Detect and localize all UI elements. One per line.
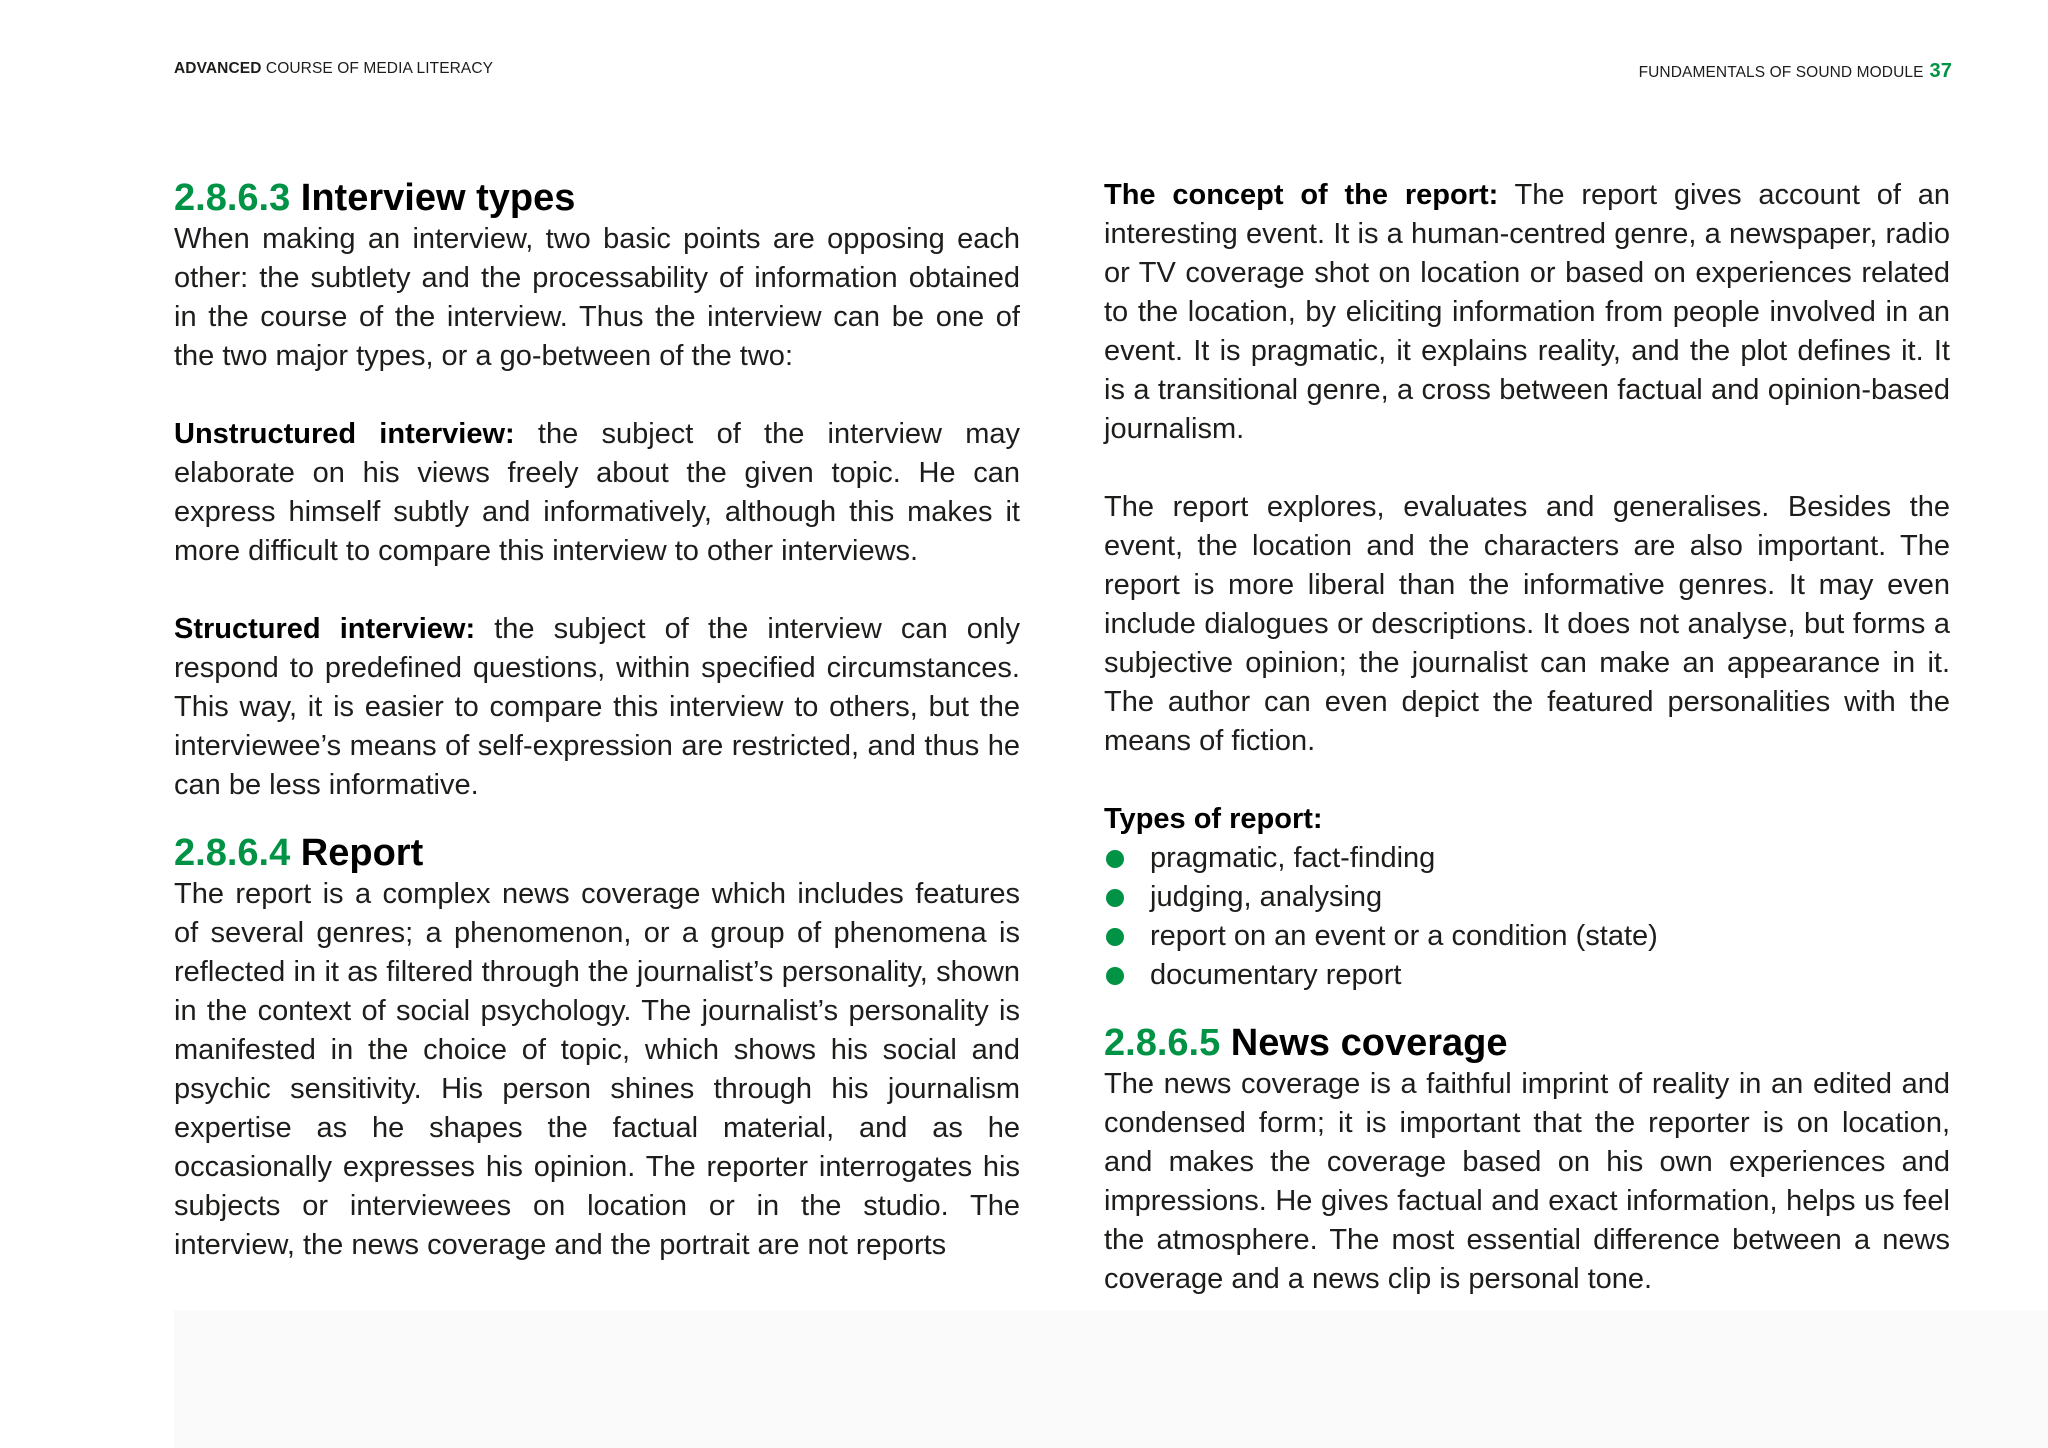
heading-report <box>174 831 1020 875</box>
header-module-title: FUNDAMENTALS OF SOUND MODULE <box>1638 64 1924 81</box>
list-item <box>1104 956 1950 995</box>
heading-news-coverage <box>1104 1021 1950 1065</box>
section-number: 2.8.6.5 <box>1104 1022 1221 1064</box>
paragraph-gap <box>174 571 1020 610</box>
bullet-dot-icon <box>1106 967 1124 985</box>
unstructured-text: the subject of the interview may elaborate on his views freely about the given topic. He can express himself subtly and informatively, although this makes it more difficult to compare this interview to other interviews. <box>174 418 1021 567</box>
bullet-dot-icon <box>1106 928 1124 946</box>
paragraph-gap <box>1104 761 1950 800</box>
section-title: Interview types <box>290 177 576 219</box>
report-concept-paragraph <box>1104 176 1950 449</box>
report-explores-paragraph: The report explores, evaluates and generalises. Besides the event, the location and the characters are also important. The report is more liberal than the informative genres. It may even include dialogues or descriptions. It does not analyse, but forms a subjective opinion; the journalist can make an appearance in it. The author can even depict the featured personalities with the means of fiction. <box>1104 491 1950 757</box>
interview-intro-paragraph: When making an interview, two basic points are opposing each other: the subtlety and the processability of information obtained in the course of the interview. Thus the interview can be one of the two major types, or a go-between of the two: <box>174 223 1020 372</box>
section-number: 2.8.6.4 <box>174 832 291 874</box>
section-title: News coverage <box>1220 1022 1508 1064</box>
report-body-paragraph: The report is a complex news coverage which includes features of several genres; a phenomenon, or a group of phenomena is reflected in it as filtered through the journalist’s personality, shown in the context of social psychology. The journalist’s personality is manifested in the choice of topic, which shows his social and psychic sensitivity. His person shines through his journalism expertise as he shapes the factual material, and as he occasionally expresses his opinion. The reporter interrogates his subjects or interviewees on location or in the studio. The interview, the news coverage and the portrait are not reports <box>174 878 1020 1261</box>
section-title: Report <box>290 832 424 874</box>
left-column <box>174 176 1020 1265</box>
list-item-text: documentary report <box>1150 959 1402 991</box>
types-of-report-list <box>1104 839 1950 995</box>
unstructured-interview-paragraph <box>174 415 1020 571</box>
structured-label: Structured interview: <box>174 613 476 645</box>
list-item-text: report on an event or a condition (state) <box>1150 920 1658 952</box>
unstructured-label: Unstructured interview: <box>174 418 515 450</box>
page-bottom-shade <box>174 1310 2048 1448</box>
structured-text: the subject of the interview can only respond to predefined questions, within specified circumstances. This way, it is easier to compare this interview to others, but the interviewee’s means of self-expression are restricted, and thus he can be less informative. <box>174 613 1021 801</box>
list-item <box>1104 839 1950 878</box>
concept-text: The report gives account of an interesting event. It is a human-centred genre, a newspaper, radio or TV coverage shot on location or based on experiences related to the location, by eliciting information from people involved in an event. It is pragmatic, it explains reality, and the plot defines it. It is a transitional genre, a cross between factual and opinion-based journalism. <box>1104 179 1950 445</box>
types-of-report-heading: Types of report: <box>1104 803 1323 835</box>
running-header-right <box>1639 60 1952 83</box>
list-item-text: judging, analysing <box>1150 881 1383 913</box>
header-course-title: COURSE OF MEDIA LITERACY <box>261 60 494 77</box>
page-number: 37 <box>1929 60 1952 82</box>
concept-label: The concept of the report: <box>1104 179 1499 211</box>
paragraph-gap <box>1104 449 1950 488</box>
section-gap <box>174 805 1020 831</box>
list-item <box>1104 917 1950 956</box>
section-gap <box>1104 995 1950 1021</box>
running-header-left <box>174 60 493 78</box>
list-item <box>1104 878 1950 917</box>
list-item-text: pragmatic, fact-finding <box>1150 842 1436 874</box>
news-coverage-paragraph: The news coverage is a faithful imprint of reality in an edited and condensed form; it is important that the reporter is on location, and makes the coverage based on his own experiences and impressions. He gives factual and exact information, helps us feel the atmosphere. The most essential difference between a news coverage and a news clip is personal tone. <box>1104 1068 1950 1295</box>
structured-interview-paragraph <box>174 610 1020 805</box>
bullet-dot-icon <box>1106 889 1124 907</box>
heading-interview-types <box>174 176 1020 220</box>
section-number: 2.8.6.3 <box>174 177 291 219</box>
paragraph-gap <box>174 376 1020 415</box>
header-course-level: ADVANCED <box>174 60 262 77</box>
right-column <box>1104 176 1950 1299</box>
bullet-dot-icon <box>1106 850 1124 868</box>
